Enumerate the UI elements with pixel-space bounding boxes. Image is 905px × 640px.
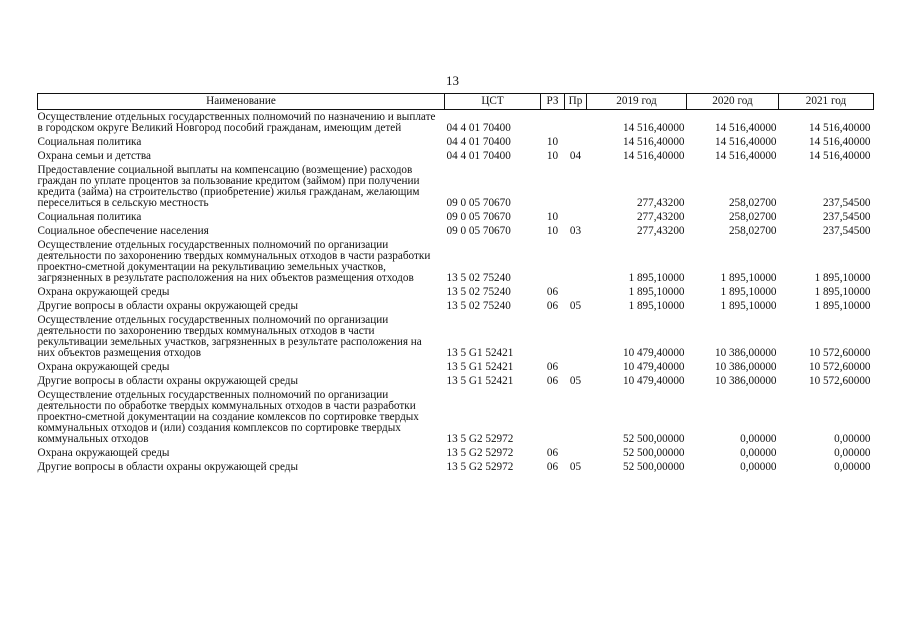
row-value-2021: 1 895,10000 <box>814 271 871 284</box>
row-pr <box>565 285 587 299</box>
row-pr <box>565 388 587 446</box>
row-value-2020: 258,02700 <box>728 196 777 209</box>
row-rz <box>541 110 565 136</box>
row-value-2020: 1 895,10000 <box>720 285 777 298</box>
row-rz: 10 <box>546 224 559 237</box>
row-value-2020: 10 386,00000 <box>714 374 777 387</box>
row-value-2021: 237,54500 <box>822 224 871 237</box>
row-rz <box>541 238 565 285</box>
row-value-2019: 14 516,40000 <box>622 121 685 134</box>
row-cst: 13 5 02 75240 <box>446 285 511 298</box>
row-value-2019: 1 895,10000 <box>628 285 685 298</box>
row-pr: 05 <box>569 374 582 387</box>
row-name: Охрана окружающей среды <box>37 360 170 373</box>
table-row <box>38 149 874 163</box>
table-row <box>38 110 874 136</box>
row-value-2021: 10 572,60000 <box>808 346 871 359</box>
row-value-2020: 14 516,40000 <box>714 135 777 148</box>
row-value-2019: 277,43200 <box>636 196 685 209</box>
table-row <box>38 224 874 238</box>
table-row <box>38 313 874 360</box>
row-cst: 04 4 01 70400 <box>446 149 511 162</box>
table-row <box>38 460 874 474</box>
row-value-2020: 1 895,10000 <box>720 299 777 312</box>
row-name: Осуществление отдельных государственных полномочий по организации деятельности по захоронению твердых коммунальных отходов в части рекультивации земельных участков, загрязненных в результате расположения на них объектов размещения отходов <box>37 313 422 359</box>
row-cst: 13 5 G2 52972 <box>446 432 514 445</box>
row-pr: 05 <box>569 299 582 312</box>
col-header-2021: 2021 год <box>779 94 874 110</box>
row-rz: 06 <box>546 374 559 387</box>
row-name: Охрана окружающей среды <box>37 285 170 298</box>
row-cst: 09 0 05 70670 <box>446 224 511 237</box>
row-rz <box>541 163 565 210</box>
row-value-2021: 14 516,40000 <box>808 121 871 134</box>
table-row <box>38 285 874 299</box>
row-value-2021: 10 572,60000 <box>808 360 871 373</box>
row-value-2020: 0,00000 <box>740 460 777 473</box>
table-body <box>38 110 874 475</box>
row-pr: 05 <box>569 460 582 473</box>
row-value-2019: 1 895,10000 <box>628 299 685 312</box>
row-value-2021: 14 516,40000 <box>808 135 871 148</box>
row-value-2019: 52 500,00000 <box>622 460 685 473</box>
row-value-2019: 1 895,10000 <box>628 271 685 284</box>
row-pr <box>565 238 587 285</box>
col-header-2020: 2020 год <box>687 94 779 110</box>
table-row <box>38 374 874 388</box>
row-pr <box>565 163 587 210</box>
row-cst: 13 5 G2 52972 <box>446 446 514 459</box>
row-value-2020: 10 386,00000 <box>714 346 777 359</box>
row-cst: 13 5 G1 52421 <box>446 360 514 373</box>
row-pr <box>565 135 587 149</box>
row-value-2021: 237,54500 <box>822 196 871 209</box>
row-pr: 04 <box>569 149 582 162</box>
row-cst: 13 5 G1 52421 <box>446 346 514 359</box>
row-cst: 13 5 02 75240 <box>446 271 511 284</box>
row-rz: 06 <box>546 360 559 373</box>
row-rz: 10 <box>546 149 559 162</box>
row-cst: 13 5 02 75240 <box>446 299 511 312</box>
row-name: Осуществление отдельных государственных полномочий по организации деятельности по захоронению твердых коммунальных отходов в части разработки проектно-сметной документации на рекультивацию земельных участков, загрязненных в результате расположения на них объектов размещения отходов <box>37 238 431 284</box>
row-rz: 10 <box>546 210 559 223</box>
budget-table <box>37 93 874 474</box>
row-cst: 13 5 G1 52421 <box>446 374 514 387</box>
row-value-2020: 14 516,40000 <box>714 121 777 134</box>
col-header-rz: РЗ <box>541 94 565 110</box>
row-value-2019: 52 500,00000 <box>622 446 685 459</box>
col-header-pr: Пр <box>565 94 587 110</box>
row-name: Социальное обеспечение населения <box>37 224 209 237</box>
table-row <box>38 210 874 224</box>
row-cst: 09 0 05 70670 <box>446 210 511 223</box>
table-row <box>38 238 874 285</box>
col-header-cst: ЦСТ <box>445 94 541 110</box>
row-rz: 06 <box>546 285 559 298</box>
row-pr <box>565 360 587 374</box>
row-name: Осуществление отдельных государственных полномочий по организации деятельности по обработке твердых коммунальных отходов в части разработки проектно-сметной документации на создание комлексов по сортировке твердых коммунальных отходов и (или) создания комплексов по сортировке твердых коммунальных отходов <box>37 388 419 445</box>
row-pr <box>565 313 587 360</box>
row-value-2019: 10 479,40000 <box>622 374 685 387</box>
table-row <box>38 388 874 446</box>
row-value-2019: 10 479,40000 <box>622 346 685 359</box>
row-pr <box>565 110 587 136</box>
row-value-2019: 14 516,40000 <box>622 149 685 162</box>
row-value-2021: 1 895,10000 <box>814 299 871 312</box>
row-value-2021: 0,00000 <box>834 460 871 473</box>
row-value-2020: 10 386,00000 <box>714 360 777 373</box>
row-value-2021: 1 895,10000 <box>814 285 871 298</box>
row-name: Предоставление социальной выплаты на компенсацию (возмещение) расходов граждан по уплате процентов за пользование кредитом (займом) при получении кредита (займа) на строительство (приобретение) жилья гражданам, желающим переселиться в сельскую местность <box>37 163 420 209</box>
row-value-2020: 14 516,40000 <box>714 149 777 162</box>
row-value-2020: 258,02700 <box>728 224 777 237</box>
table-row <box>38 135 874 149</box>
row-rz <box>541 313 565 360</box>
row-name: Социальная политика <box>37 135 142 148</box>
row-cst: 09 0 05 70670 <box>446 196 511 209</box>
row-value-2019: 277,43200 <box>636 224 685 237</box>
row-rz <box>541 388 565 446</box>
table-row <box>38 446 874 460</box>
row-value-2020: 258,02700 <box>728 210 777 223</box>
row-value-2019: 10 479,40000 <box>622 360 685 373</box>
row-value-2020: 0,00000 <box>740 432 777 445</box>
row-value-2019: 277,43200 <box>636 210 685 223</box>
row-name: Социальная политика <box>37 210 142 223</box>
row-name: Осуществление отдельных государственных полномочий по назначению и выплате в городском округе Великий Новгород пособий гражданам, имеющим детей <box>37 110 436 134</box>
row-value-2020: 0,00000 <box>740 446 777 459</box>
row-pr <box>565 446 587 460</box>
page-number: 13 <box>446 73 459 88</box>
col-header-2019: 2019 год <box>587 94 687 110</box>
table-header-row <box>38 94 874 110</box>
row-pr <box>565 210 587 224</box>
row-cst: 13 5 G2 52972 <box>446 460 514 473</box>
row-name: Охрана окружающей среды <box>37 446 170 459</box>
table-row <box>38 360 874 374</box>
col-header-name: Наименование <box>38 94 445 110</box>
row-value-2021: 237,54500 <box>822 210 871 223</box>
row-value-2021: 0,00000 <box>834 446 871 459</box>
row-rz: 10 <box>546 135 559 148</box>
row-value-2020: 1 895,10000 <box>720 271 777 284</box>
row-cst: 04 4 01 70400 <box>446 135 511 148</box>
row-pr: 03 <box>569 224 582 237</box>
row-name: Другие вопросы в области охраны окружающей среды <box>37 299 299 312</box>
row-rz: 06 <box>546 446 559 459</box>
row-value-2021: 0,00000 <box>834 432 871 445</box>
table-row <box>38 299 874 313</box>
row-rz: 06 <box>546 460 559 473</box>
row-value-2019: 14 516,40000 <box>622 135 685 148</box>
row-cst: 04 4 01 70400 <box>446 121 511 134</box>
row-name: Охрана семьи и детства <box>37 149 151 162</box>
row-value-2019: 52 500,00000 <box>622 432 685 445</box>
row-rz: 06 <box>546 299 559 312</box>
row-value-2021: 10 572,60000 <box>808 374 871 387</box>
row-name: Другие вопросы в области охраны окружающей среды <box>37 460 299 473</box>
table-row <box>38 163 874 210</box>
row-value-2021: 14 516,40000 <box>808 149 871 162</box>
row-name: Другие вопросы в области охраны окружающей среды <box>37 374 299 387</box>
